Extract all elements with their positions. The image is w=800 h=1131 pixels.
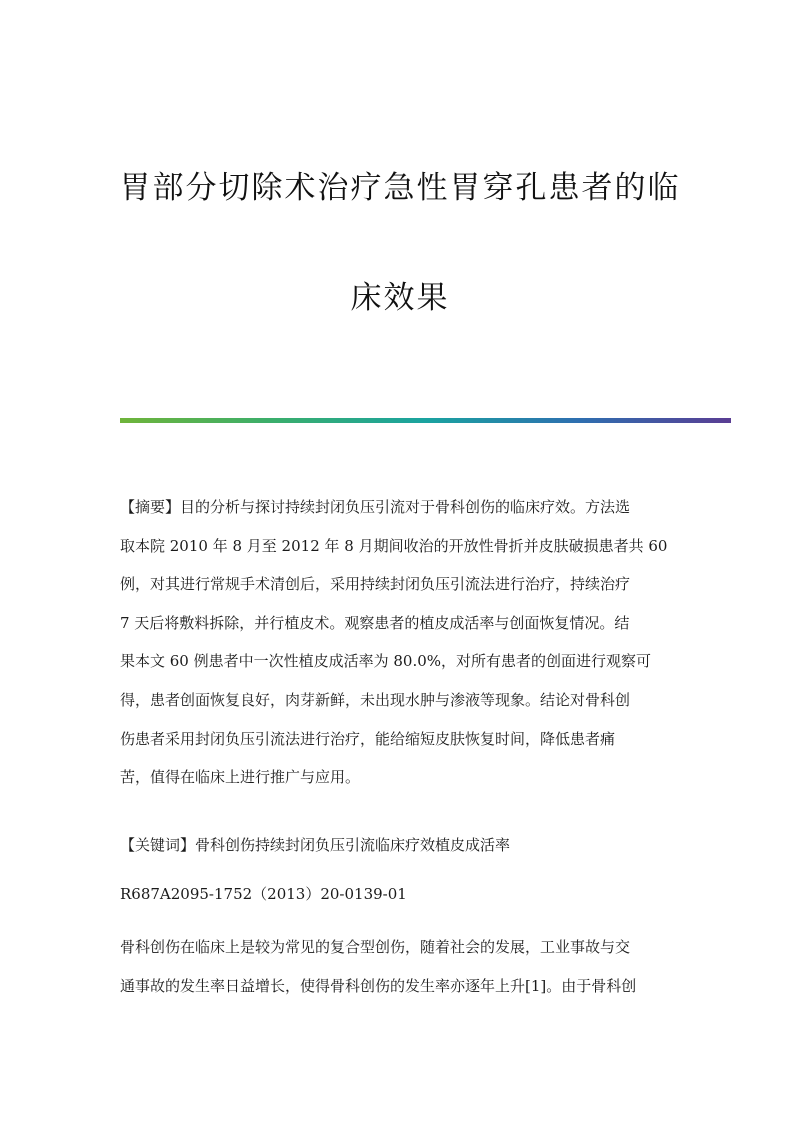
abstract-line: 例，对其进行常规手术清创后，采用持续封闭负压引流法进行治疗，持续治疗 xyxy=(120,575,631,594)
intro-line: 通事故的发生率日益增长，使得骨科创伤的发生率亦逐年上升[1]。由于骨科创 xyxy=(120,976,637,995)
abstract-line: 伤患者采用封闭负压引流法进行治疗，能给缩短皮肤恢复时间，降低患者痛 xyxy=(120,729,616,748)
abstract-line: 7 天后将敷料拆除，并行植皮术。观察患者的植皮成活率与创面恢复情况。结 xyxy=(120,613,630,632)
abstract-line: 取本院 2010 年 8 月至 2012 年 8 月期间收治的开放性骨折并皮肤破损患者共 60 xyxy=(120,536,668,555)
abstract-line: 苦，值得在临床上进行推广与应用。 xyxy=(120,768,361,787)
abstract-line: 果本文 60 例患者中一次性植皮成活率为 80.0%，对所有患者的创面进行观察可 xyxy=(120,652,652,671)
document-title-line-2: 床效果 xyxy=(350,280,450,316)
intro-line: 骨科创伤在临床上是较为常见的复合型创伤，随着社会的发展，工业事故与交 xyxy=(120,938,631,956)
abstract-line: 得，患者创面恢复良好，肉芽新鲜，未出现水肿与渗液等现象。结论对骨科创 xyxy=(120,690,631,709)
abstract-line: 【摘要】目的分析与探讨持续封闭负压引流对于骨科创伤的临床疗效。方法选 xyxy=(120,498,631,516)
intro-paragraph xyxy=(120,928,688,1005)
classification-code: R687A2095-1752（2013）20-0139-01 xyxy=(120,885,407,903)
keywords-line: 【关键词】骨科创伤持续封闭负压引流临床疗效植皮成活率 xyxy=(120,836,511,854)
gradient-divider xyxy=(120,418,731,423)
document-title-line-1: 胃部分切除术治疗急性胃穿孔患者的临 xyxy=(119,170,681,206)
abstract-paragraph xyxy=(120,488,688,797)
